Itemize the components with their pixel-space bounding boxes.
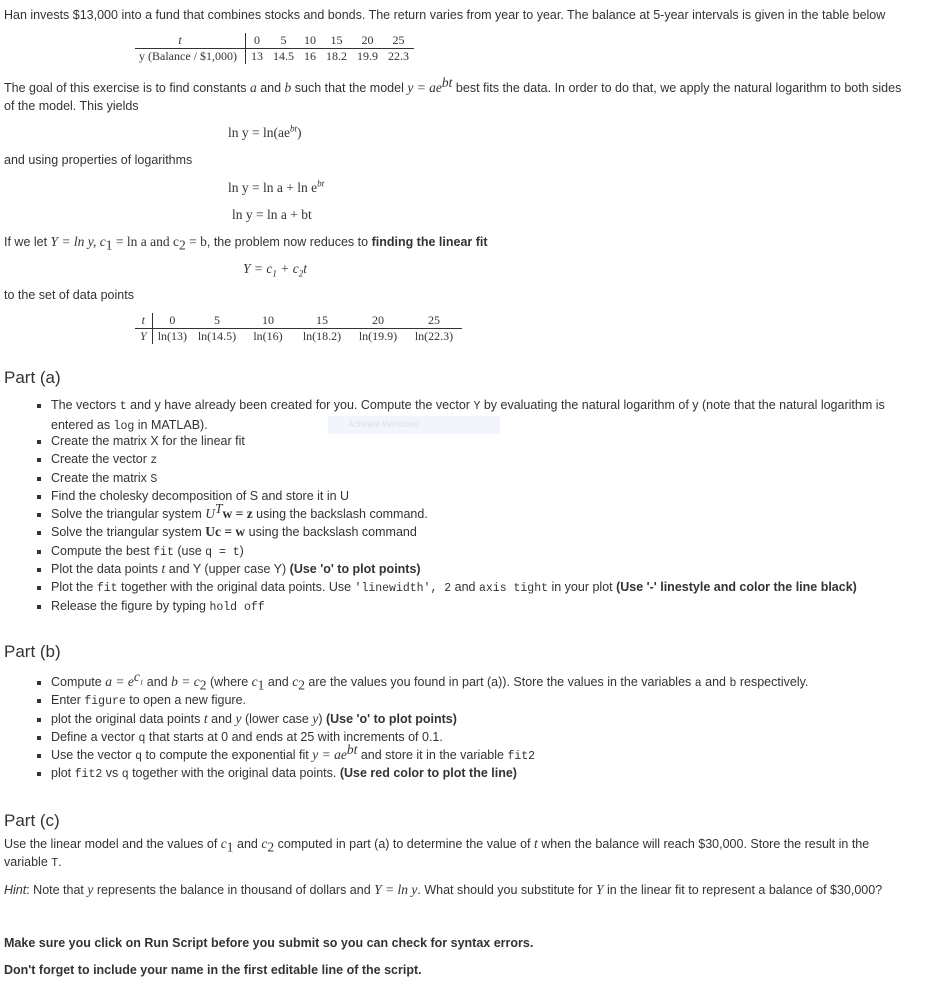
part-a-item-6: Solve the triangular system $U^Tw = z$ using the backslash command. [37, 505, 885, 523]
part-a-list [37, 396, 885, 615]
part-b-heading: Part (b) [4, 642, 61, 661]
table1-y-4: 19.9 [356, 49, 378, 63]
goal-line-2: of the model. This yields [4, 99, 139, 113]
part-a-item-2: Create the matrix X for the linear fit [37, 432, 885, 450]
part-c-hint: Hint: Note that y represents the balance in thousand of dollars and Y = ln y. What should you substitute for Y in the linear fit to represent a balance of $30,000? [4, 882, 883, 897]
table1-y-1: 14.5 [272, 49, 294, 63]
part-a-item-1: The vectors t and y have already been created for you. Compute the vector Y by evaluating the natural logarithm of y (note that the natural logarithm is entered as log in MATLAB). [37, 396, 885, 432]
letting-line: If we let Y = ln y, $c_1 = \ln a$ and $c_2 = b$, the problem now reduces to finding the linear fit [4, 234, 488, 253]
part-a-item-9: Plot the data points t and Y (upper case Y) (Use 'o' to plot points) [37, 560, 885, 578]
table1-t-2: 10 [303, 33, 316, 47]
intro-text: Han invests $13,000 into a fund that combines stocks and bonds. The return varies from year to year. The balance at 5-year intervals is given in the table below [4, 8, 886, 22]
equation-ln-y-1: $\ln y = \ln(ae^{bt})$ [228, 123, 302, 140]
table2-t-4: 20 [372, 313, 385, 327]
table2-Y-0: ln(13) [152, 329, 192, 345]
table2-Y-5: ln(22.3) [414, 329, 454, 343]
part-c-line-2: variable T. [4, 855, 62, 870]
table1-y-5: 22.3 [387, 49, 409, 63]
part-a-item-10: Plot the fit together with the original data points. Use 'linewidth', 2 and axis tight in your plot (Use '-' linestyle and color the line black) [37, 578, 885, 596]
part-a-item-8: Compute the best fit (use q = t) [37, 542, 885, 560]
part-b-item-1: Compute $a = e^{c_1}$ and $b = c_2$ (where $c_1$ and $c_2$ are the values you found in part (a)). Store the values in the variables a and b respectively. [37, 673, 808, 691]
table1-y-2: 16 [303, 49, 316, 63]
part-b-item-6: plot fit2 vs q together with the original data points. (Use red color to plot the line) [37, 764, 808, 782]
part-b-item-3: plot the original data points t and y (lower case y) (Use 'o' to plot points) [37, 710, 808, 728]
table2-Y-4: ln(19.9) [358, 329, 398, 343]
table2-Y-2: ln(16) [253, 329, 283, 343]
activate-windows-watermark: Activate Windows [328, 416, 500, 434]
table1-t-4: 20 [361, 33, 374, 47]
table1-t-1: 5 [280, 33, 287, 47]
table2-t-label: t [141, 313, 146, 327]
part-c-line-1: Use the linear model and the values of $c_1$ and $c_2$ computed in part (a) to determine the value of t when the balance will reach $30,000. Store the result in the [4, 836, 870, 855]
part-b-item-5: Use the vector q to compute the exponential fit $y = ae^{bt}$ and store it in the variable fit2 [37, 746, 808, 764]
to-set-text: to the set of data points [4, 288, 134, 302]
table1-t-5: 25 [392, 33, 405, 47]
table2-Y-1: ln(14.5) [197, 329, 237, 343]
table1-y-label: y (Balance / $1,000) [139, 49, 237, 63]
table2-t-1: 5 [214, 313, 221, 327]
table1-y-0: 13 [245, 49, 268, 65]
table1-t-0: 0 [245, 33, 268, 49]
table1-y-3: 18.2 [325, 49, 347, 63]
table2-t-2: 10 [262, 313, 275, 327]
run-script-note: Make sure you click on Run Script before you submit so you can check for syntax errors. [4, 936, 534, 950]
using-properties-text: and using properties of logarithms [4, 153, 193, 167]
table2-Y-3: ln(18.2) [302, 329, 342, 343]
part-b-item-2: Enter figure to open a new figure. [37, 691, 808, 709]
equation-ln-y-3: ln y = ln a + bt [232, 207, 312, 222]
part-b-list [37, 668, 809, 783]
goal-line-1: The goal of this exercise is to find constants a and b such that the model $y = ae^{bt}$ best fits the data. In order to do that, we apply the natural logarithm to both sides [4, 74, 902, 95]
equation-ln-y-2: $\ln y = \ln a + \ln e^{bt}$ [228, 178, 325, 195]
table2-t-3: 15 [316, 313, 329, 327]
part-c-heading: Part (c) [4, 811, 60, 830]
balance-table [135, 33, 414, 64]
part-a-item-7: Solve the triangular system Uc = w using the backslash command [37, 523, 885, 541]
table2-t-5: 25 [428, 313, 441, 327]
part-a-item-3: Create the vector z [37, 450, 885, 468]
part-a-item-11: Release the figure by typing hold off [37, 597, 885, 615]
part-a-heading: Part (a) [4, 368, 61, 387]
table2-Y-label: Y [140, 329, 147, 343]
log-table [135, 313, 462, 344]
part-a-item-5: Find the cholesky decomposition of S and store it in U [37, 487, 885, 505]
part-b-item-4: Define a vector q that starts at 0 and ends at 25 with increments of 0.1. [37, 728, 808, 746]
name-note: Don't forget to include your name in the first editable line of the script. [4, 963, 422, 977]
equation-linear-fit: $Y = c_1 + c_2t$ [243, 261, 307, 279]
table1-t-label: t [178, 33, 182, 47]
table2-t-0: 0 [152, 313, 192, 329]
table1-t-3: 15 [330, 33, 343, 47]
part-a-item-4: Create the matrix S [37, 469, 885, 487]
